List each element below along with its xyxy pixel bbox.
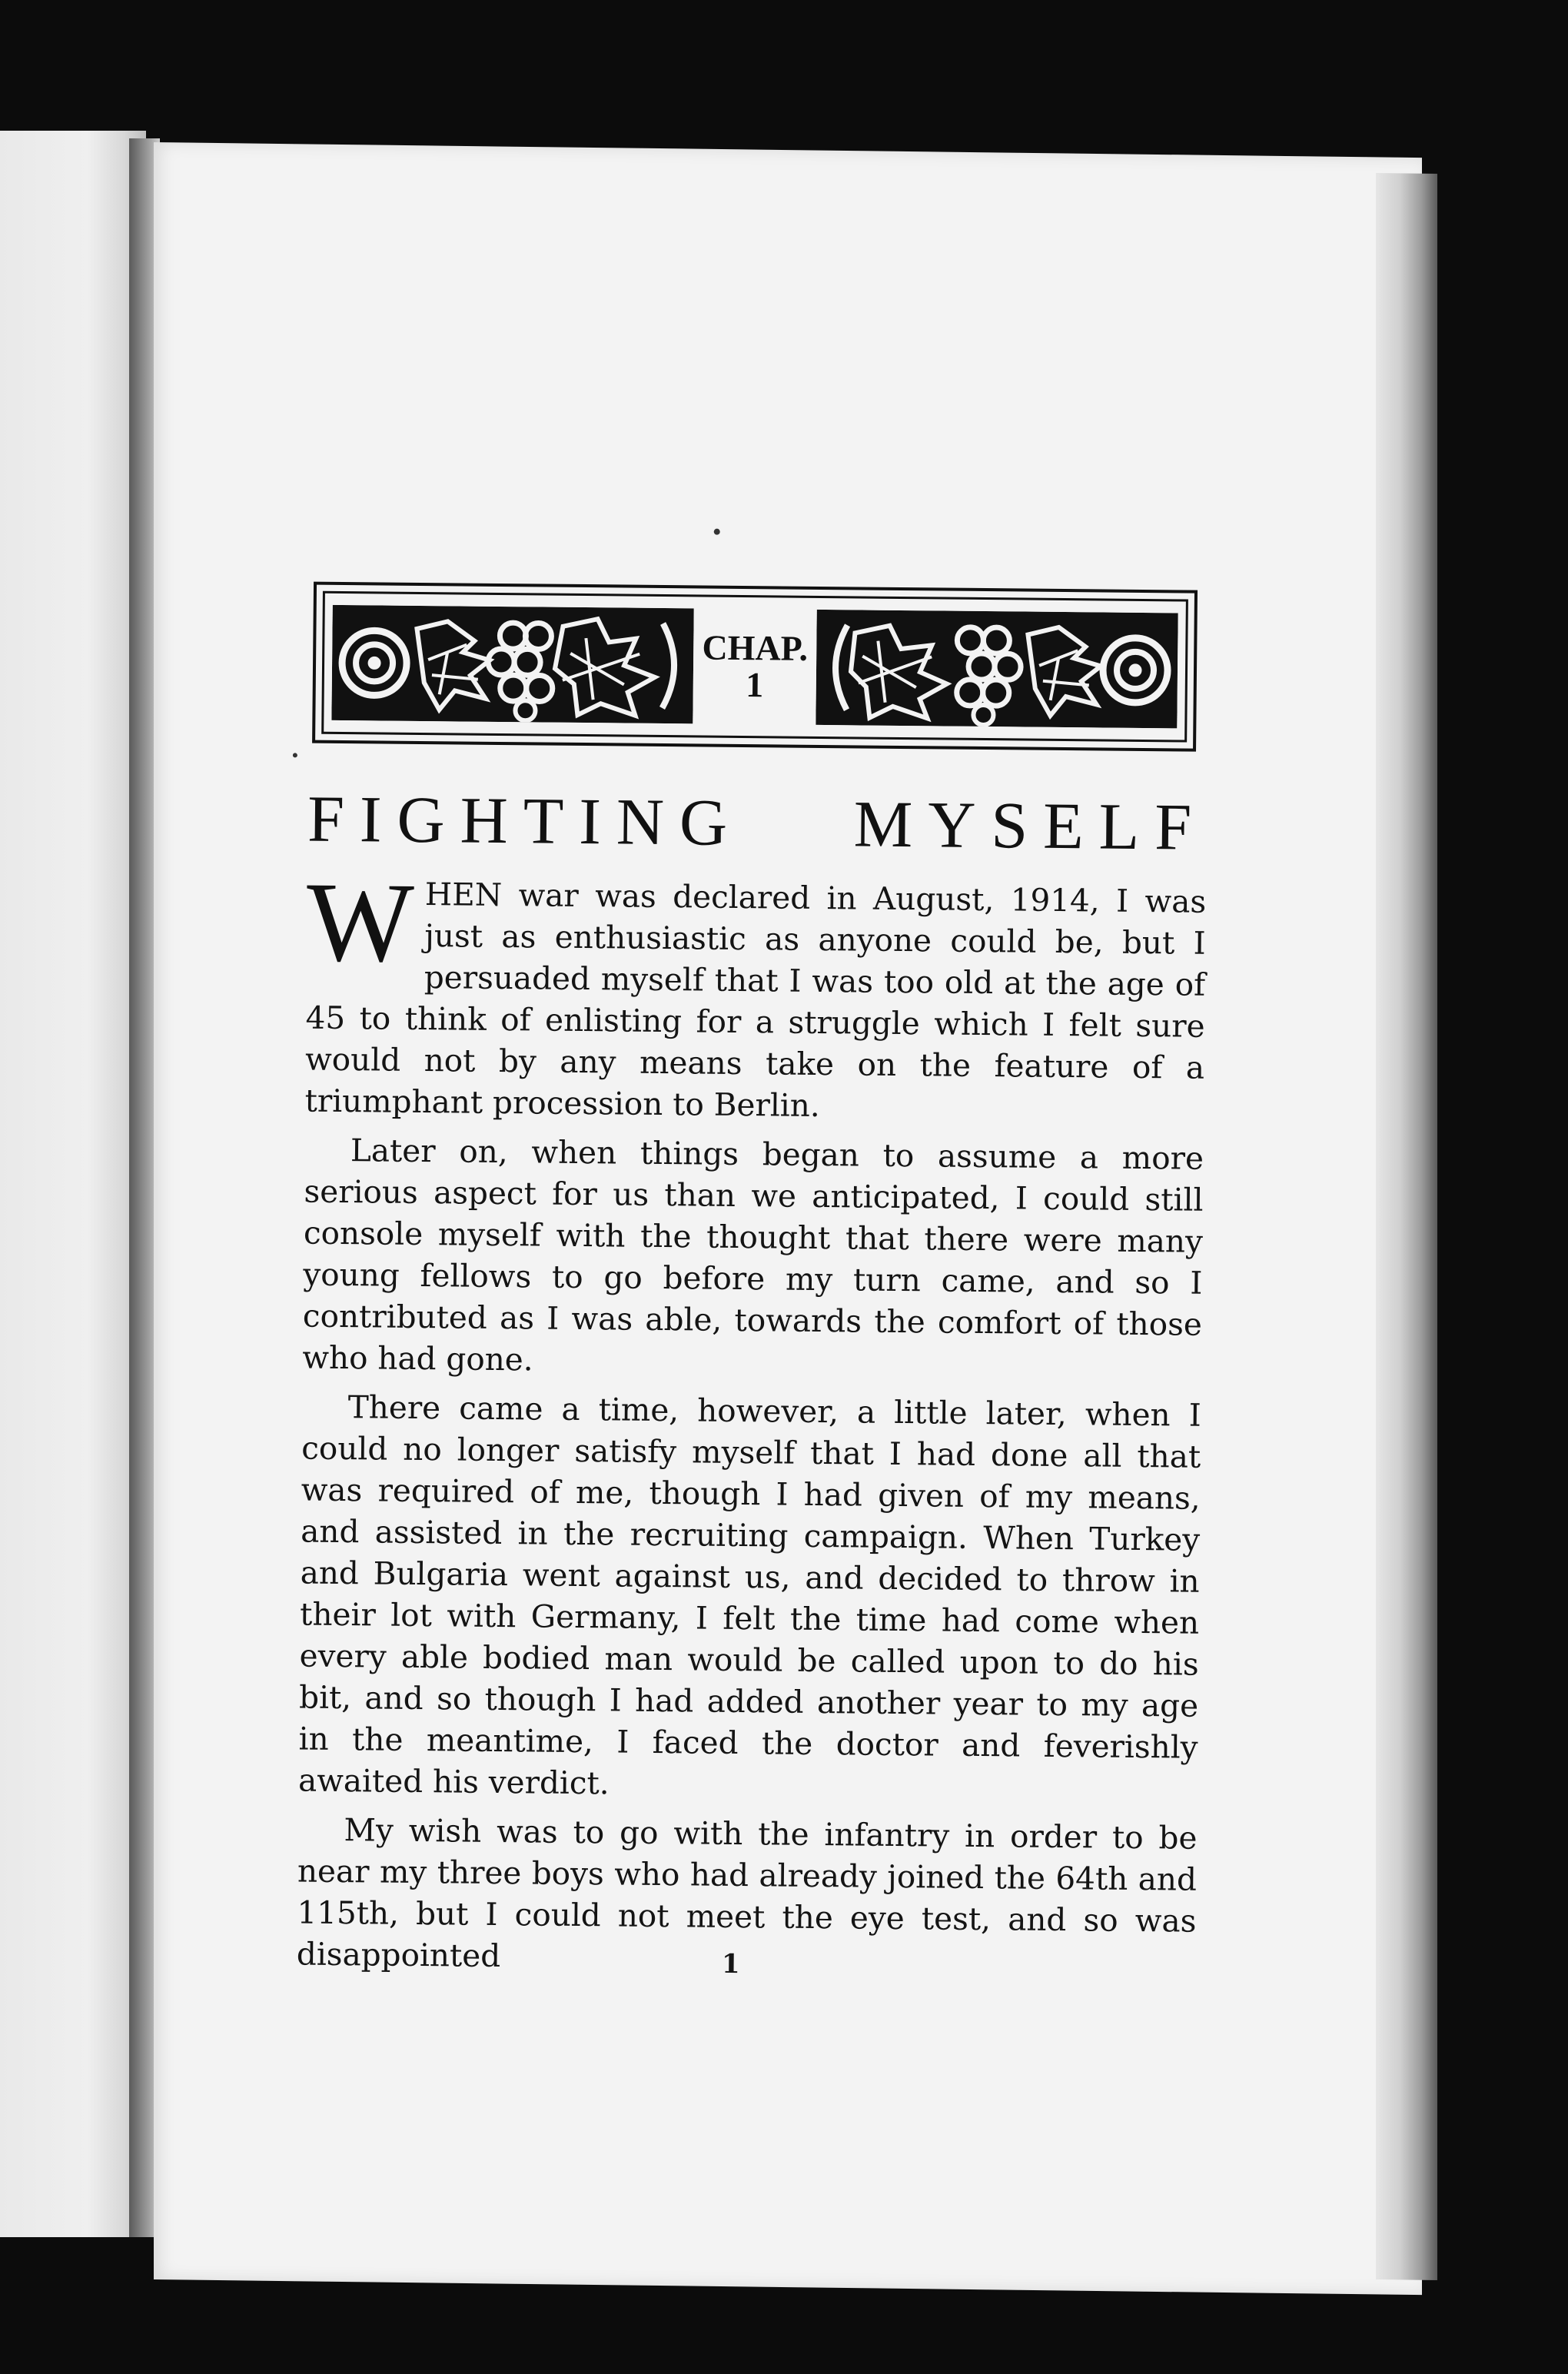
page-edge [1376,173,1437,2280]
paragraph: Later on, when things began to assume a more serious aspect for us than we anticipated, I could still console myself with the thought that there were many young fellows to go before my turn came, and so I contributed as I was able, towards the comfort of those who had gone. [302,1132,1204,1378]
speck [293,753,297,757]
vine-ornament-right-icon [816,610,1178,729]
body-text [296,859,1207,1991]
paragraph [304,859,1207,1130]
speck [714,529,720,535]
chapter-headpiece [312,582,1198,752]
chapter-title [307,780,1208,866]
chap-text: CHAP. [702,627,809,668]
chapter-label [697,629,813,703]
drop-cap: W [306,859,415,986]
paragraph: My wish was to go with the infantry in order to be near my three boys who had already joined the 64th and 115th, but I could not meet the eye test, and so was disappointed [296,1811,1198,1975]
left-page [0,131,146,2237]
chapter-title-word: FIGHTING [307,781,743,860]
vine-ornament-left-icon [331,605,693,724]
page-number: 1 [721,1948,740,1980]
chapter-number: 1 [746,665,764,705]
chapter-title-word: MYSELF [853,786,1208,864]
paragraph: There came a time, however, a little later, when I could no longer satisfy myself that I had done all that was required of me, though I had given of my means, and assisted in the recruiting campaign. When Turkey and Bulgaria went against us, and decided to throw in their lot with Germany, I felt the time had come when every able bodied man would be called upon to do his bit, and so though I had added another year to my age in the meantime, I faced the doctor and feverishly awaited his verdict. [297,1388,1201,1802]
page-content [264,0,1214,2080]
paragraph-text: HEN war was declared in August, 1914, I was just as enthusiastic as anyone could be, but I persuaded myself that I was too old at the age of 45 to think of enlisting for a struggle which I felt sure would not by any means take on the feature of a triumphant procession to Berlin. [304,876,1207,1124]
